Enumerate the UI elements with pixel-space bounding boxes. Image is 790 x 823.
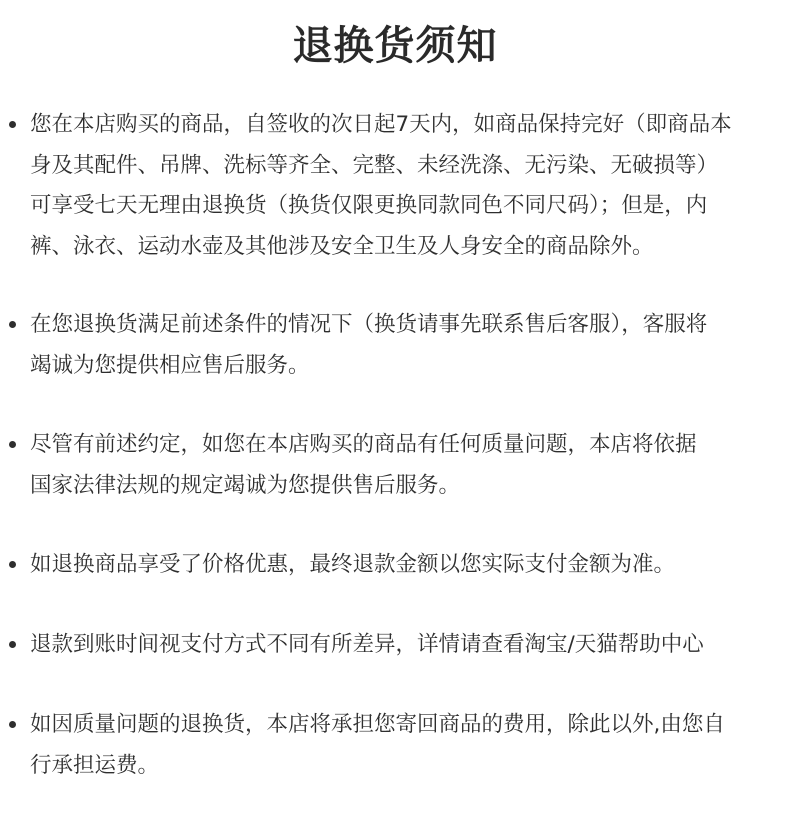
notice-line: 退款到账时间视支付方式不同有所差异，详情请查看淘宝/天猫帮助中心 bbox=[30, 632, 704, 657]
notice-line: 裤、泳衣、运动水壶及其他涉及安全卫生及人身安全的商品除外。 bbox=[30, 233, 654, 259]
notice-line: 尽管有前述约定，如您在本店购买的商品有任何质量问题，本店将依据 bbox=[30, 432, 697, 457]
notice-line: 如因质量问题的退换货，本店将承担您寄回商品的费用，除此以外,由您自 bbox=[30, 712, 725, 737]
notice-line: 国家法律法规的规定竭诚为您提供售后服务。 bbox=[30, 472, 461, 498]
notice-item-quality-issues bbox=[30, 425, 770, 506]
bullet-icon bbox=[9, 721, 16, 728]
bullet-icon bbox=[9, 441, 16, 448]
notice-line: 在您退换货满足前述条件的情况下（换货请事先联系售后客服），客服将 bbox=[30, 312, 708, 337]
notice-item-seven-day-return bbox=[30, 105, 770, 267]
notice-item-refund-amount bbox=[30, 545, 770, 586]
notice-item-shipping-cost bbox=[30, 705, 770, 786]
notice-line: 可享受七天无理由退换货（换货仅限更换同款同色不同尺码）；但是，内 bbox=[30, 193, 708, 218]
notice-item-after-sales-service bbox=[30, 305, 770, 386]
notice-line: 身及其配件、吊牌、洗标等齐全、完整、未经洗涤、无污染、无破损等） bbox=[30, 152, 719, 178]
notice-line: 您在本店购买的商品，自签收的次日起7天内，如商品保持完好（即商品本 bbox=[30, 112, 732, 137]
notice-line: 如退换商品享受了价格优惠，最终退款金额以您实际支付金额为准。 bbox=[30, 552, 676, 577]
bullet-icon bbox=[9, 641, 16, 648]
page-title: 退换货须知 bbox=[292, 23, 498, 69]
notice-item-refund-timing bbox=[30, 625, 770, 666]
bullet-icon bbox=[9, 121, 16, 128]
bullet-icon bbox=[9, 561, 16, 568]
bullet-icon bbox=[9, 321, 16, 328]
notice-line: 竭诚为您提供相应售后服务。 bbox=[30, 352, 310, 378]
notice-line: 行承担运费。 bbox=[30, 752, 160, 778]
